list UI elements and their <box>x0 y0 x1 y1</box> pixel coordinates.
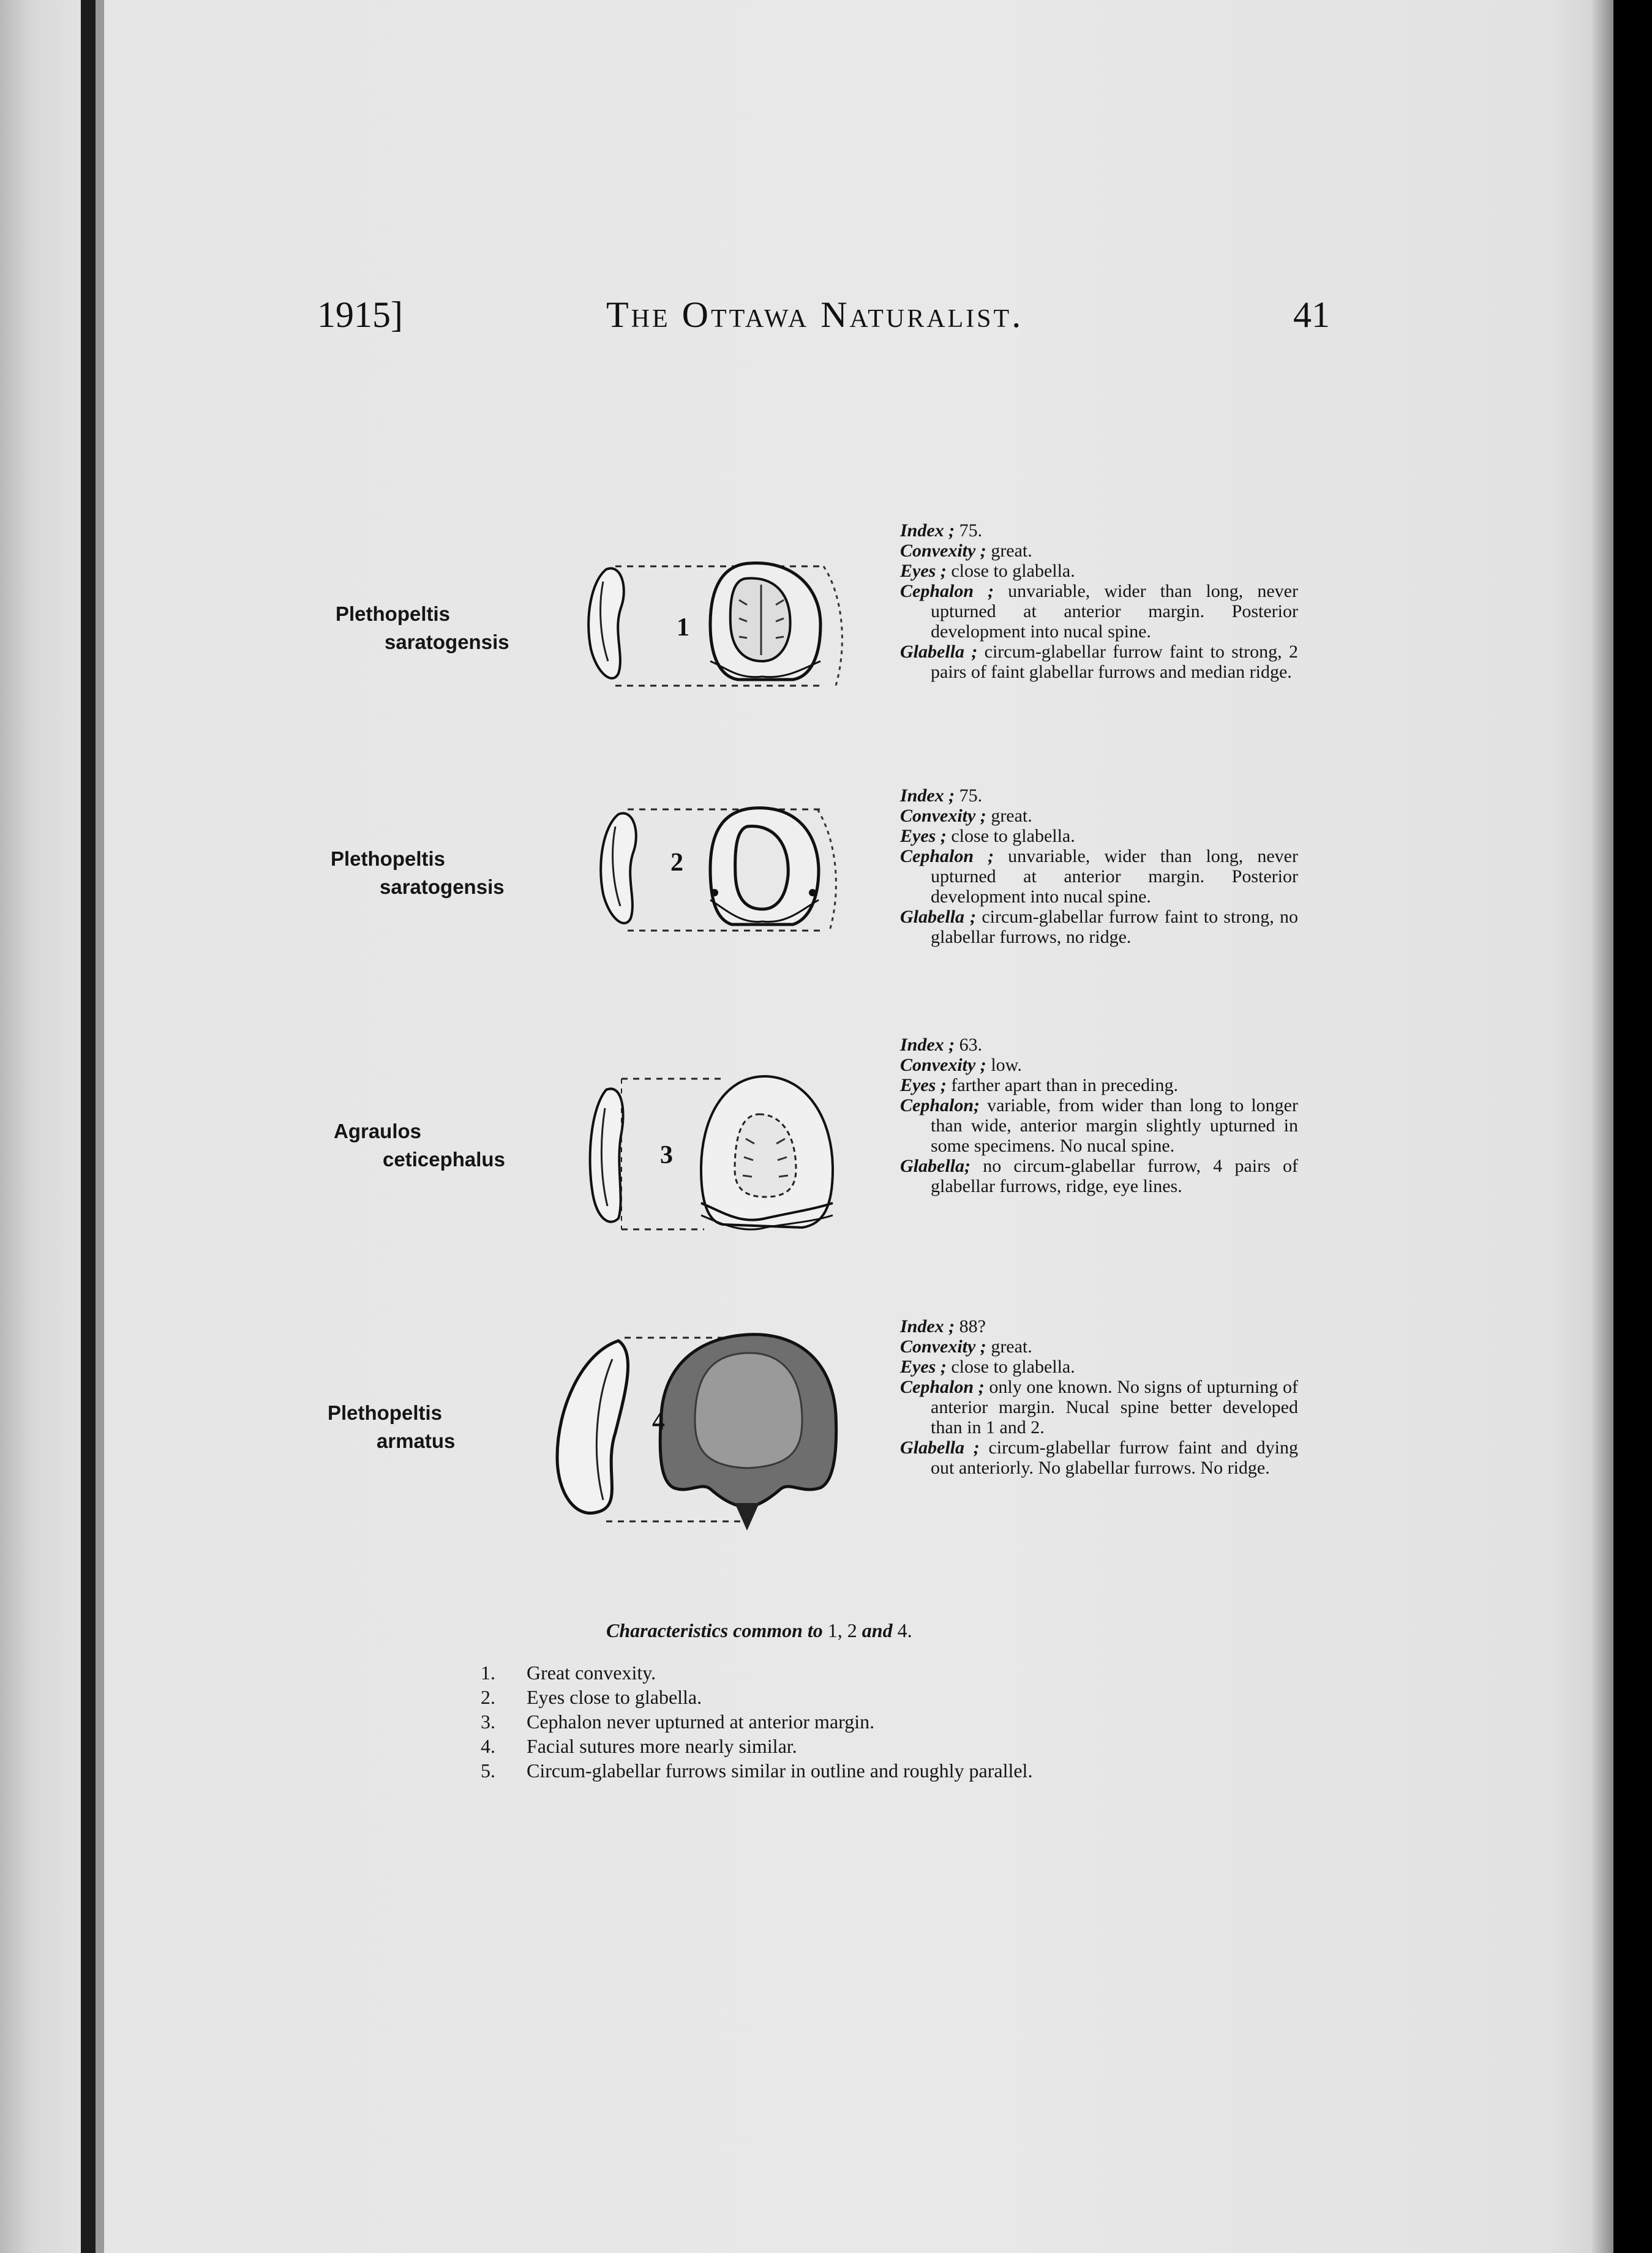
species-name: saratogensis <box>385 631 509 653</box>
description-block-4 <box>900 1316 1298 1478</box>
genus-name: Plethopeltis <box>331 847 446 870</box>
binding-shadow <box>81 0 96 2253</box>
desc-line: Eyes ; farther apart than in preceding. <box>900 1075 1178 1095</box>
desc-line: Glabella; no circum-glabellar furrow, 4 pairs of glabellar furrows, ridge, eye lines. <box>900 1156 1298 1196</box>
binding-edge <box>96 0 104 2253</box>
desc-line: Convexity ; great. <box>900 1336 1032 1357</box>
desc-line: Glabella ; circum-glabellar furrow faint to strong, no glabellar furrows, no ridge. <box>900 907 1298 947</box>
desc-line: Glabella ; circum-glabellar furrow faint to strong, 2 pairs of faint glabellar furrows and median ridge. <box>900 642 1298 682</box>
species-label-4 <box>328 1399 455 1455</box>
desc-line: Eyes ; close to glabella. <box>900 1357 1075 1377</box>
description-block-2 <box>900 785 1298 947</box>
trilobite-figure-3 <box>582 1071 839 1237</box>
figure-number-3: 3 <box>660 1141 673 1169</box>
species-name: armatus <box>377 1430 456 1452</box>
list-item: 1. Great convexity. <box>481 1662 656 1684</box>
figure-number-4: 4 <box>652 1408 665 1436</box>
desc-line: Convexity ; great. <box>900 541 1032 561</box>
trilobite-drawing <box>545 1329 869 1531</box>
trilobite-drawing <box>582 1071 839 1237</box>
list-item: 2. Eyes close to glabella. <box>481 1686 702 1708</box>
running-head-year: 1915] <box>317 294 403 335</box>
genus-name: Plethopeltis <box>328 1401 443 1424</box>
species-label-1 <box>336 600 509 656</box>
desc-line: Cephalon; variable, from wider than long to longer than wide, anterior margin slightly upturned in some specimens. No nucal spine. <box>900 1095 1298 1156</box>
genus-name: Plethopeltis <box>336 602 451 625</box>
trilobite-figure-2 <box>591 802 860 937</box>
desc-line: Index ; 75. <box>900 520 983 541</box>
desc-line: Cephalon ; unvariable, wider than long, never upturned at anterior margin. Posterior development into nucal spine. <box>900 581 1298 642</box>
page-number: 41 <box>1293 294 1330 335</box>
species-label-3 <box>334 1117 505 1174</box>
desc-line: Convexity ; low. <box>900 1055 1022 1075</box>
common-characteristics-heading: Characteristics common to 1, 2 and 4. <box>606 1619 912 1641</box>
list-item: 5. Circum-glabellar furrows similar in outline and roughly parallel. <box>481 1760 1033 1782</box>
desc-line: Index ; 75. <box>900 785 983 806</box>
trilobite-figure-1 <box>579 557 866 692</box>
list-item: 3. Cephalon never upturned at anterior margin. <box>481 1711 875 1733</box>
desc-line: Cephalon ; only one known. No signs of upturning of anterior margin. Nucal spine better developed than in 1 and 2. <box>900 1377 1298 1438</box>
page-edge <box>1592 0 1613 2253</box>
figure-number-1: 1 <box>677 613 689 642</box>
common-characteristics-list <box>481 1660 1277 1783</box>
desc-line: Cephalon ; unvariable, wider than long, never upturned at anterior margin. Posterior development into nucal spine. <box>900 846 1298 907</box>
species-name: ceticephalus <box>383 1148 505 1171</box>
description-block-3 <box>900 1035 1298 1196</box>
trilobite-figure-4 <box>545 1329 869 1531</box>
genus-name: Agraulos <box>334 1120 422 1142</box>
desc-line: Convexity ; great. <box>900 806 1032 826</box>
desc-line: Eyes ; close to glabella. <box>900 561 1075 581</box>
running-head-title: The Ottawa Naturalist. <box>606 294 1024 335</box>
list-item: 4. Facial sutures more nearly similar. <box>481 1735 797 1757</box>
desc-line: Index ; 63. <box>900 1035 983 1055</box>
description-block-1 <box>900 520 1298 682</box>
desc-line: Glabella ; circum-glabellar furrow faint and dying out anteriorly. No glabellar furrows. No ridge. <box>900 1438 1298 1478</box>
species-label-2 <box>331 845 505 901</box>
desc-line: Index ; 88? <box>900 1316 986 1336</box>
figure-number-2: 2 <box>670 849 683 877</box>
trilobite-drawing <box>579 557 866 692</box>
species-name: saratogensis <box>380 875 505 898</box>
desc-line: Eyes ; close to glabella. <box>900 826 1075 846</box>
trilobite-drawing <box>591 802 860 937</box>
